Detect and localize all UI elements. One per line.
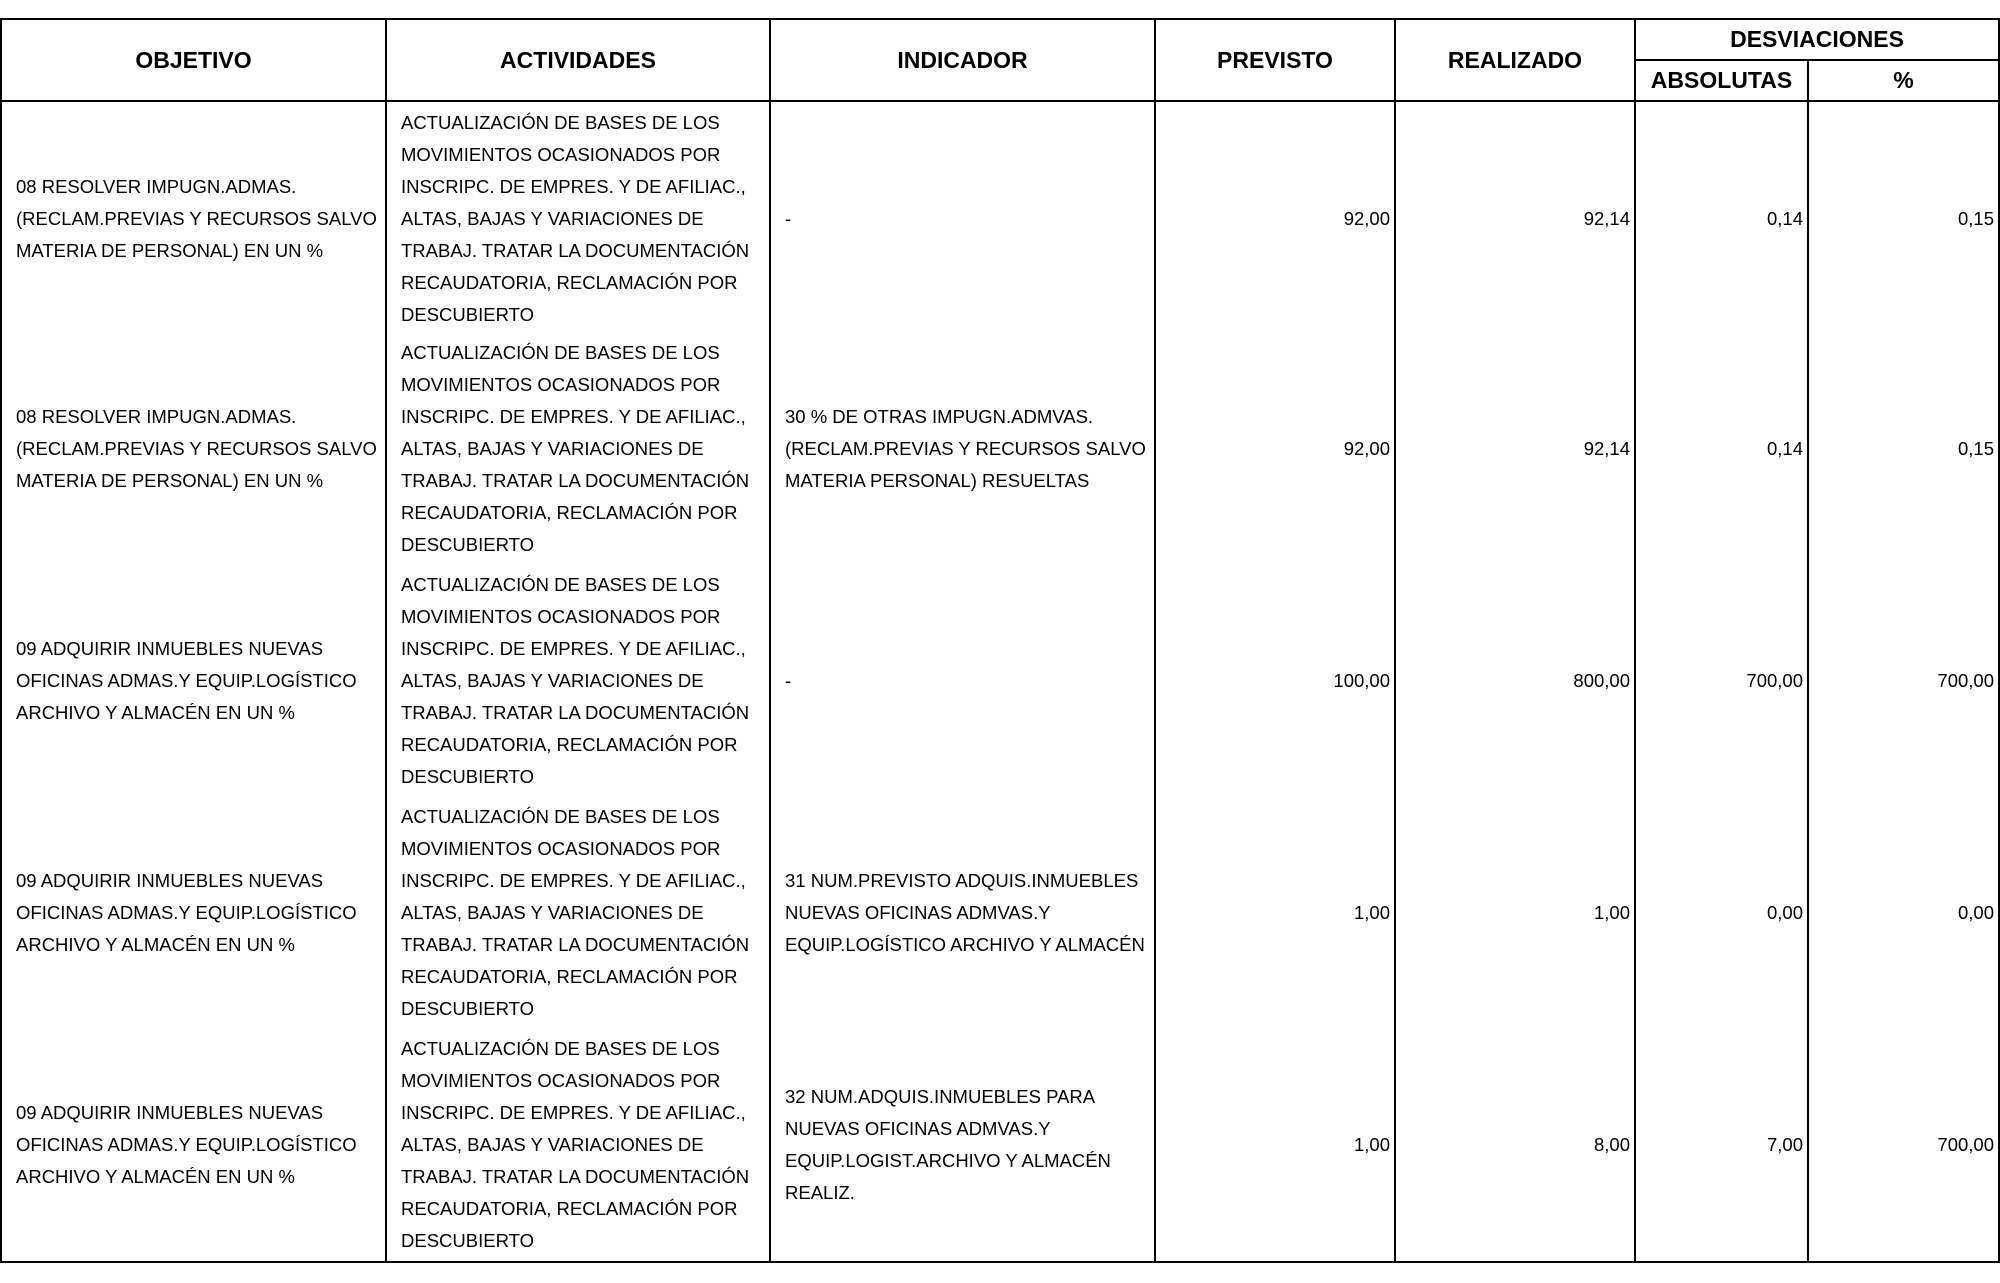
cell-absolutas: 700,00: [1635, 565, 1808, 797]
cell-indicador: -: [770, 565, 1155, 797]
cell-absolutas: 0,14: [1635, 101, 1808, 333]
cell-previsto: 100,00: [1155, 565, 1395, 797]
table-row: [1, 565, 1999, 797]
cell-actividades: ACTUALIZACIÓN DE BASES DE LOS MOVIMIENTOS OCASIONADOS POR INSCRIPC. DE EMPRES. Y DE AFILIAC., ALTAS, BAJAS Y VARIACIONES DE TRABAJ. TRATAR LA DOCUMENTACIÓN RECAUDATORIA, RECLAMACIÓN POR DESCUBIERTO: [386, 1029, 770, 1262]
cell-objetivo: 08 RESOLVER IMPUGN.ADMAS. (RECLAM.PREVIAS Y RECURSOS SALVO MATERIA DE PERSONAL) EN UN %: [1, 101, 386, 333]
cell-indicador: 31 NUM.PREVISTO ADQUIS.INMUEBLES NUEVAS OFICINAS ADMVAS.Y EQUIP.LOGÍSTICO ARCHIVO Y ALMACÉN: [770, 797, 1155, 1029]
cell-previsto: 92,00: [1155, 333, 1395, 565]
header-desviaciones: DESVIACIONES: [1635, 19, 1999, 60]
cell-objetivo: 09 ADQUIRIR INMUEBLES NUEVAS OFICINAS ADMAS.Y EQUIP.LOGÍSTICO ARCHIVO Y ALMACÉN EN UN %: [1, 1029, 386, 1262]
cell-absolutas: 0,14: [1635, 333, 1808, 565]
header-previsto: PREVISTO: [1155, 19, 1395, 101]
cell-porcentaje: 0,00: [1808, 797, 1999, 1029]
cell-previsto: 1,00: [1155, 1029, 1395, 1262]
cell-previsto: 1,00: [1155, 797, 1395, 1029]
cell-indicador: -: [770, 101, 1155, 333]
cell-porcentaje: 0,15: [1808, 333, 1999, 565]
header-realizado: REALIZADO: [1395, 19, 1635, 101]
cell-objetivo: 09 ADQUIRIR INMUEBLES NUEVAS OFICINAS ADMAS.Y EQUIP.LOGÍSTICO ARCHIVO Y ALMACÉN EN UN %: [1, 797, 386, 1029]
cell-absolutas: 0,00: [1635, 797, 1808, 1029]
table-row: [1, 333, 1999, 565]
header-indicador: INDICADOR: [770, 19, 1155, 101]
cell-actividades: ACTUALIZACIÓN DE BASES DE LOS MOVIMIENTOS OCASIONADOS POR INSCRIPC. DE EMPRES. Y DE AFILIAC., ALTAS, BAJAS Y VARIACIONES DE TRABAJ. TRATAR LA DOCUMENTACIÓN RECAUDATORIA, RECLAMACIÓN POR DESCUBIERTO: [386, 565, 770, 797]
cell-indicador: 32 NUM.ADQUIS.INMUEBLES PARA NUEVAS OFICINAS ADMVAS.Y EQUIP.LOGIST.ARCHIVO Y ALMACÉN REALIZ.: [770, 1029, 1155, 1262]
header-actividades: ACTIVIDADES: [386, 19, 770, 101]
header-row: [1, 19, 1999, 60]
cell-porcentaje: 0,15: [1808, 101, 1999, 333]
cell-objetivo: 09 ADQUIRIR INMUEBLES NUEVAS OFICINAS ADMAS.Y EQUIP.LOGÍSTICO ARCHIVO Y ALMACÉN EN UN %: [1, 565, 386, 797]
cell-realizado: 92,14: [1395, 101, 1635, 333]
cell-realizado: 800,00: [1395, 565, 1635, 797]
cell-indicador: 30 % DE OTRAS IMPUGN.ADMVAS. (RECLAM.PREVIAS Y RECURSOS SALVO MATERIA PERSONAL) RESUELTAS: [770, 333, 1155, 565]
cell-actividades: ACTUALIZACIÓN DE BASES DE LOS MOVIMIENTOS OCASIONADOS POR INSCRIPC. DE EMPRES. Y DE AFILIAC., ALTAS, BAJAS Y VARIACIONES DE TRABAJ. TRATAR LA DOCUMENTACIÓN RECAUDATORIA, RECLAMACIÓN POR DESCUBIERTO: [386, 333, 770, 565]
cell-actividades: ACTUALIZACIÓN DE BASES DE LOS MOVIMIENTOS OCASIONADOS POR INSCRIPC. DE EMPRES. Y DE AFILIAC., ALTAS, BAJAS Y VARIACIONES DE TRABAJ. TRATAR LA DOCUMENTACIÓN RECAUDATORIA, RECLAMACIÓN POR DESCUBIERTO: [386, 797, 770, 1029]
cell-porcentaje: 700,00: [1808, 1029, 1999, 1262]
cell-previsto: 92,00: [1155, 101, 1395, 333]
cell-realizado: 8,00: [1395, 1029, 1635, 1262]
cell-realizado: 92,14: [1395, 333, 1635, 565]
header-absolutas: ABSOLUTAS: [1635, 60, 1808, 101]
header-objetivo: OBJETIVO: [1, 19, 386, 101]
cell-realizado: 1,00: [1395, 797, 1635, 1029]
header-porcentaje: %: [1808, 60, 1999, 101]
table-row: [1, 797, 1999, 1029]
cell-absolutas: 7,00: [1635, 1029, 1808, 1262]
cell-objetivo: 08 RESOLVER IMPUGN.ADMAS. (RECLAM.PREVIAS Y RECURSOS SALVO MATERIA DE PERSONAL) EN UN %: [1, 333, 386, 565]
objectives-table: [0, 18, 2000, 1263]
cell-porcentaje: 700,00: [1808, 565, 1999, 797]
cell-actividades: ACTUALIZACIÓN DE BASES DE LOS MOVIMIENTOS OCASIONADOS POR INSCRIPC. DE EMPRES. Y DE AFILIAC., ALTAS, BAJAS Y VARIACIONES DE TRABAJ. TRATAR LA DOCUMENTACIÓN RECAUDATORIA, RECLAMACIÓN POR DESCUBIERTO: [386, 101, 770, 333]
table-header: [1, 19, 1999, 101]
table-body: [1, 101, 1999, 1262]
table-row: [1, 101, 1999, 333]
table-row: [1, 1029, 1999, 1262]
